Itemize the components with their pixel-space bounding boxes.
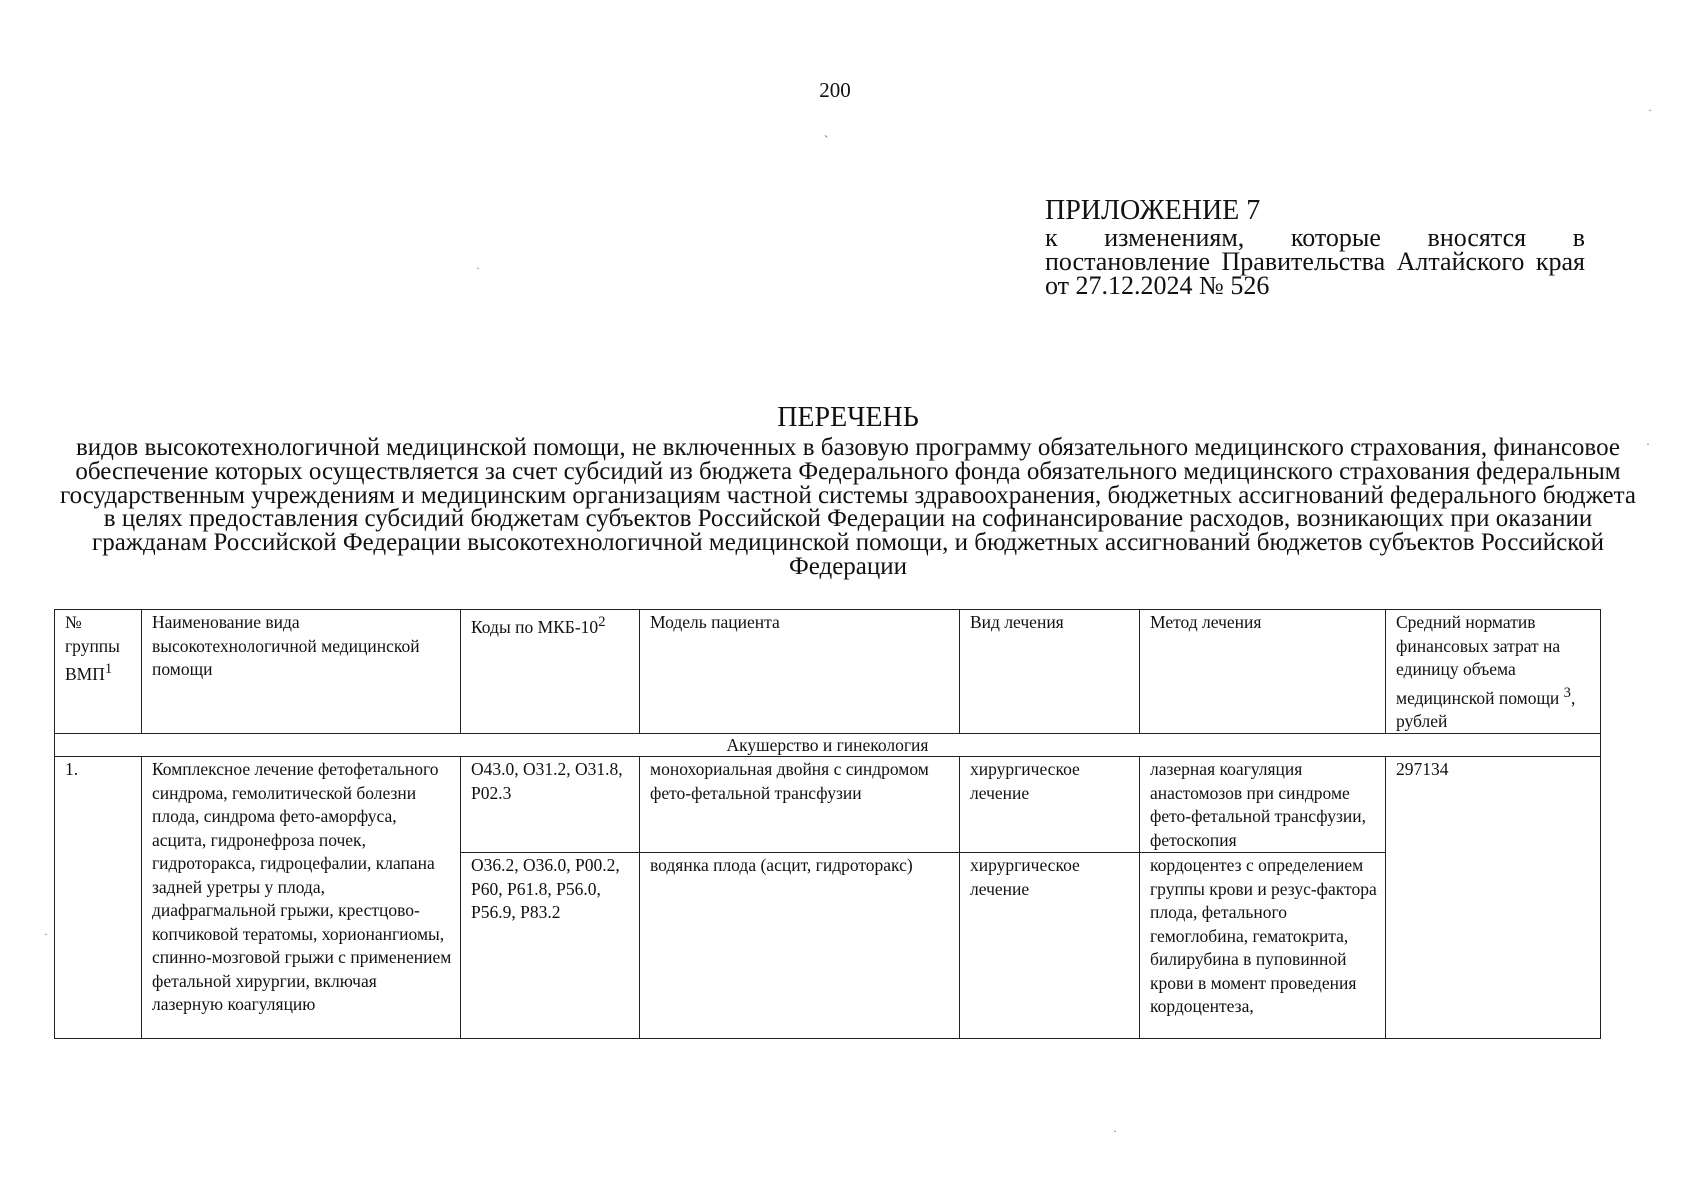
header-vmp-name: Наименование вида высокотехнологичной медицинской помощи xyxy=(142,610,461,734)
appendix-block xyxy=(1045,196,1585,298)
table-header-row xyxy=(55,610,1601,734)
icd-codes-cell: O43.0, O31.2, O31.8, P02.3 xyxy=(461,757,640,853)
header-treatment-method: Метод лечения xyxy=(1140,610,1386,734)
footnote-mark: 2 xyxy=(598,614,606,630)
footnote-mark: 3 xyxy=(1563,684,1571,701)
document-subtitle: видов высокотехнологичной медицинской помощи, не включенных в базовую программу обязательного медицинского страхования, финансовое обеспечение которых осуществляется за счет субсидий из бюджета Федерального фонда обязательного медицинского страхования федеральным государственным учреждениям и медицинским организациям частной системы здравоохранения, бюджетных ассигнований федерального бюджета в целях предоставления субсидий бюджетам субъектов Российской Федерации на софинансирование расходов, возникающих при оказании гражданам Российской Федерации высокотехнологичной медицинской помощи, и бюджетных ассигнований бюджетов субъектов Российской Федерации xyxy=(60,434,1636,580)
scan-speck: · xyxy=(1113,1124,1117,1138)
section-row xyxy=(55,734,1601,757)
appendix-title: ПРИЛОЖЕНИЕ 7 xyxy=(1045,195,1261,226)
footnote-mark: 1 xyxy=(104,661,113,677)
document-title: ПЕРЕЧЕНЬ xyxy=(777,402,919,433)
patient-model-cell: водянка плода (асцит, гидроторакс) xyxy=(640,853,960,1039)
icd-codes-cell: O36.2, O36.0, P00.2, P60, P61.8, P56.0, P56.9, P83.2 xyxy=(461,853,640,1039)
scan-speck: · xyxy=(1648,103,1652,117)
section-title: Акушерство и гинекология xyxy=(55,734,1601,757)
header-icd-codes: Коды по МКБ-$10^2$ xyxy=(461,610,640,734)
scan-speck: · xyxy=(1646,437,1650,451)
scan-speck: · xyxy=(476,261,480,275)
appendix-text: к изменениям, которые вносятся в постановление Правительства Алтайского края от 27.12.2024 № 526 xyxy=(1045,223,1585,300)
treatment-method-cell: кордоцентез с определением группы крови и резус-фактора плода, фетального гемоглобина, гематокрита, билирубина в пуповинной крови в момент проведения кордоцентеза, xyxy=(1140,853,1386,1039)
header-avg-cost: Средний норматив финансовых затрат на единицу объема медицинской помощи $^3$, рублей xyxy=(1386,610,1601,734)
header-treatment-type: Вид лечения xyxy=(960,610,1140,734)
vmp-table xyxy=(54,609,1601,1039)
scan-speck: · xyxy=(44,927,48,941)
treatment-type-cell: хирургическое лечение xyxy=(960,853,1140,1039)
patient-model-cell: монохориальная двойня с синдромом фето-фетальной трансфузии xyxy=(640,757,960,853)
group-vmp-name: Комплексное лечение фетофетального синдрома, гемолитической болезни плода, синдрома фето-аморфуса, асцита, гидронефроза почек, гидроторакса, гидроцефалии, клапана задней уретры у плода, диафрагмальной грыжи, крестцово-копчиковой тератомы, хорионангиомы, спинно-мозговой грыжи с применением фетальной хирургии, включая лазерную коагуляцию xyxy=(142,757,461,1039)
header-patient-model: Модель пациента xyxy=(640,610,960,734)
scan-mark: ˏ xyxy=(824,123,829,138)
treatment-method-cell: лазерная коагуляция анастомозов при синдроме фето-фетальной трансфузии, фетоскопия xyxy=(1140,757,1386,853)
table-row xyxy=(55,757,1601,853)
treatment-type-cell: хирургическое лечение xyxy=(960,757,1140,853)
group-number: 1. xyxy=(55,757,142,1039)
header-group-no: № группы ВМП$^1$ xyxy=(55,610,142,734)
avg-cost-cell: 297134 xyxy=(1386,757,1601,1039)
page-number: 200 xyxy=(819,78,851,102)
